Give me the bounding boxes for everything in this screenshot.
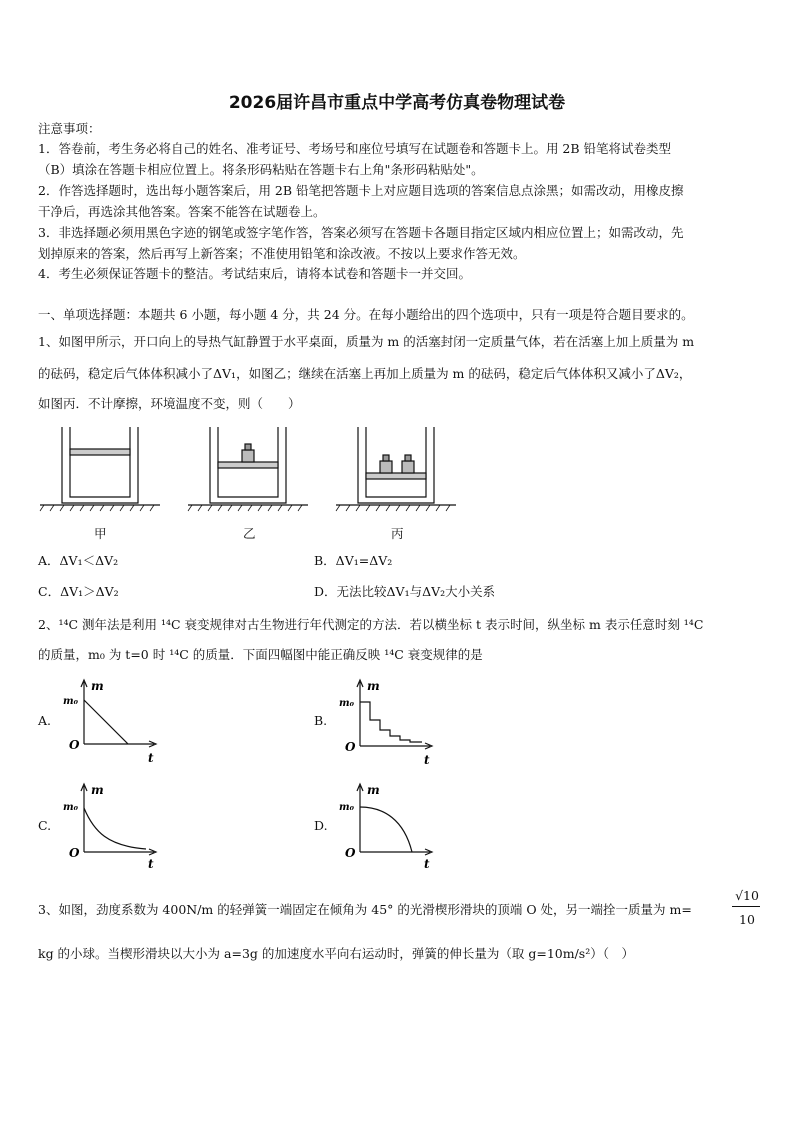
decay-graph-a [62, 676, 162, 768]
page-title: 2026届许昌市重点中学高考仿真卷物理试卷 [228, 93, 566, 113]
option-b: B．ΔV₁=ΔV₂ [314, 553, 393, 568]
axis-label-m: m [91, 783, 104, 797]
notice-line: 2．作答选择题时，选出每小题答案后，用 2B 铅笔把答题卡上对应题目选项的答案信息点涂黑；如需改动，用橡皮擦 [38, 183, 684, 198]
axis-label-m: m [367, 783, 380, 797]
axis-label-t: t [148, 751, 154, 765]
decay-graph-b [338, 676, 438, 768]
graph-option-label: D. [314, 818, 328, 833]
cylinder-figure-yi [188, 425, 308, 515]
fraction-denominator: 10 [739, 912, 755, 927]
notice-line: （B）填涂在答题卡相应位置上。将条形码粘贴在答题卡右上角"条形码粘贴处"。 [38, 162, 484, 177]
graph-option-label: B. [314, 713, 328, 728]
axis-label-m0: m₀ [63, 802, 78, 813]
question-1-text: 的砝码，稳定后气体体积减小了ΔV₁，如图乙；继续在活塞上再加上质量为 m 的砝码，稳定后气体体积又减小了ΔV₂， [38, 366, 692, 381]
axis-label-t: t [148, 857, 154, 871]
axis-label-m0: m₀ [339, 802, 354, 813]
figure-label: 乙 [243, 526, 256, 541]
notice-line: 1．答卷前，考生务必将自己的姓名、准考证号、考场号和座位号填写在试题卷和答题卡上。用 2B 铅笔将试卷类型 [38, 141, 672, 156]
axis-origin: O [345, 740, 356, 754]
question-3-text: kg 的小球。当楔形滑块以大小为 a=3g 的加速度水平向右运动时，弹簧的伸长量为（取 g=10m/s²）（ ） [38, 946, 634, 961]
cylinder-figure-bing [336, 425, 456, 515]
axis-label-m: m [91, 679, 104, 693]
axis-origin: O [345, 846, 356, 860]
axis-label-m0: m₀ [339, 698, 354, 709]
fraction-numerator: √10 [735, 888, 759, 903]
fraction-bar [732, 906, 760, 907]
figure-label: 丙 [391, 526, 404, 541]
cylinder-figure-jia [40, 425, 160, 515]
axis-label-t: t [424, 857, 430, 871]
question-1-text: 1、如图甲所示，开口向上的导热气缸静置于水平桌面，质量为 m 的活塞封闭一定质量气体，若在活塞上加上质量为 m [38, 334, 695, 349]
axis-label-m: m [367, 679, 380, 693]
option-c: C．ΔV₁＞ΔV₂ [38, 584, 119, 599]
notice-line: 3．非选择题必须用黑色字迹的钢笔或签字笔作答，答案必须写在答题卡各题目指定区域内相应位置上；如需改动，先 [38, 225, 684, 240]
decay-graph-c [62, 780, 162, 872]
section-heading: 一、单项选择题：本题共 6 小题，每小题 4 分，共 24 分。在每小题给出的四个选项中，只有一项是符合题目要求的。 [38, 307, 694, 322]
figure-label: 甲 [94, 526, 107, 541]
axis-label-t: t [424, 753, 430, 767]
notice-line: 4．考生必须保证答题卡的整洁。考试结束后，请将本试卷和答题卡一并交回。 [38, 266, 471, 281]
axis-origin: O [69, 738, 80, 752]
axis-origin: O [69, 846, 80, 860]
notice-heading: 注意事项： [38, 121, 101, 136]
question-2-text: 2、¹⁴C 测年法是利用 ¹⁴C 衰变规律对古生物进行年代测定的方法．若以横坐标 t 表示时间，纵坐标 m 表示任意时刻 ¹⁴C [38, 617, 704, 632]
option-d: D．无法比较ΔV₁与ΔV₂大小关系 [314, 584, 496, 599]
axis-label-m0: m₀ [63, 696, 78, 707]
graph-option-label: A. [38, 713, 52, 728]
notice-line: 干净后，再选涂其他答案。答案不能答在试题卷上。 [38, 204, 326, 219]
decay-graph-d [338, 780, 438, 872]
option-a: A．ΔV₁＜ΔV₂ [38, 553, 119, 568]
question-2-text: 的质量，m₀ 为 t=0 时 ¹⁴C 的质量．下面四幅图中能正确反映 ¹⁴C 衰变规律的是 [38, 647, 483, 662]
notice-line: 划掉原来的答案，然后再写上新答案；不准使用铅笔和涂改液。不按以上要求作答无效。 [38, 246, 526, 261]
graph-option-label: C. [38, 818, 52, 833]
question-1-text: 如图丙．不计摩擦，环境温度不变，则（ ） [38, 396, 301, 411]
question-3-text: 3、如图，劲度系数为 400N/m 的轻弹簧一端固定在倾角为 45° 的光滑楔形滑块的顶端 O 处，另一端拴一质量为 m= [38, 902, 692, 917]
